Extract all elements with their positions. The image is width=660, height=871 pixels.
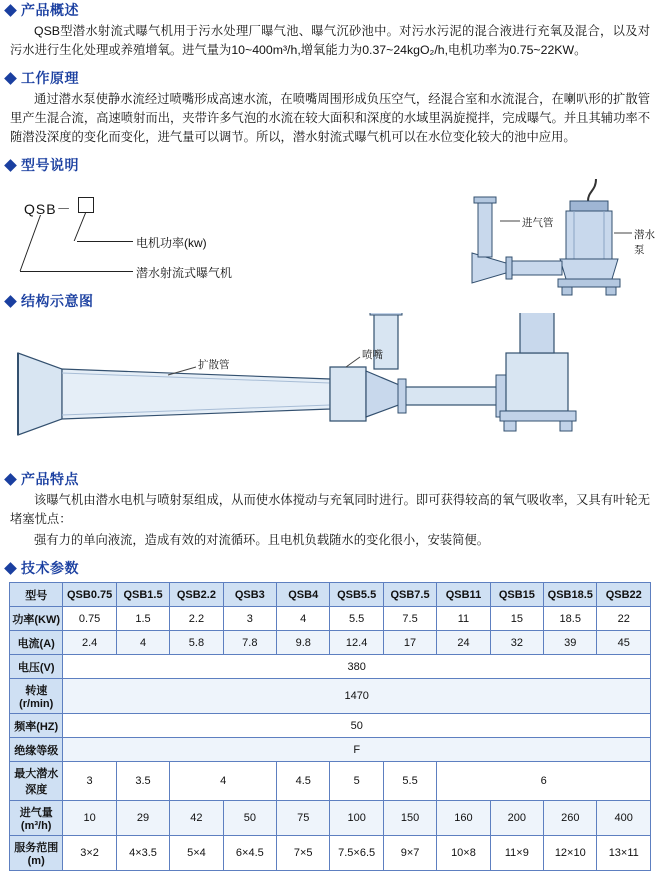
row-label: 进气量(m³/h) — [10, 801, 63, 836]
table-row — [10, 607, 651, 631]
table-cell: 3 — [63, 762, 116, 801]
column-header: QSB22 — [597, 583, 651, 607]
structure-svg — [0, 313, 652, 463]
table-cell: 75 — [277, 801, 330, 836]
column-header-model: 型号 — [10, 583, 63, 607]
row-label: 电流(A) — [10, 631, 63, 655]
label-pump: 潜水泵 — [634, 229, 655, 257]
table-cell: 12.4 — [330, 631, 383, 655]
table-row — [10, 801, 651, 836]
table-row — [10, 631, 651, 655]
table-cell: 12×10 — [544, 836, 597, 871]
table-cell: 1.5 — [116, 607, 169, 631]
column-header: QSB1.5 — [116, 583, 169, 607]
principle-paragraph: 通过潜水泵使静水流经过喷嘴形成高速水流，在喷嘴周围形成负压空气，经混合室和水流混合，在喇叭形的扩散管里产生混合流，高速喷射而出，夹带许多气泡的水流在较大面积和深度的水域里涡旋搅拌，完成曝气。并且其辅功率不随潜没深度的变化而变化，进气量可以调节。所以，潜水射流式曝气机可以在水位变化较大的池中应用。 — [10, 92, 650, 145]
table-cell: 4 — [170, 762, 277, 801]
overview-paragraph: QSB型潜水射流式曝气机用于污水处理厂曝气池、曝气沉砂池中。对污水污泥的混合液进行充氧及混合，以及对污水进行生化处理或养殖增氧。进气量为10~400m³/h,增氧能力为0.37~24kgO₂/h,电机功率为0.75~22KW。 — [10, 24, 650, 58]
column-header: QSB4 — [277, 583, 330, 607]
model-code-diagram — [0, 179, 660, 297]
table-cell: 3×2 — [63, 836, 116, 871]
table-cell: 4×3.5 — [116, 836, 169, 871]
table-cell: 380 — [63, 655, 651, 679]
table-cell: 18.5 — [544, 607, 597, 631]
column-header: QSB15 — [490, 583, 543, 607]
table-cell: 11×9 — [490, 836, 543, 871]
table-header-row — [10, 583, 651, 607]
section-header-model — [6, 155, 660, 175]
submersible-pump-illustration — [360, 175, 660, 305]
table-cell: 5.5 — [383, 762, 436, 801]
diamond-bullet-icon — [4, 159, 17, 172]
table-cell: 22 — [597, 607, 651, 631]
section-title: 型号说明 — [21, 157, 79, 174]
table-cell: 9×7 — [383, 836, 436, 871]
diamond-bullet-icon — [4, 473, 17, 486]
table-cell: 150 — [383, 801, 436, 836]
table-cell: 11 — [437, 607, 490, 631]
table-cell: 29 — [116, 801, 169, 836]
table-cell: 50 — [63, 714, 651, 738]
table-cell: 17 — [383, 631, 436, 655]
column-header: QSB0.75 — [63, 583, 116, 607]
table-cell: 32 — [490, 631, 543, 655]
column-header: QSB18.5 — [544, 583, 597, 607]
leader-line-long — [20, 215, 41, 271]
table-cell: 0.75 — [63, 607, 116, 631]
row-label: 电压(V) — [10, 655, 63, 679]
diamond-bullet-icon — [4, 4, 17, 17]
table-cell: 1470 — [63, 679, 651, 714]
row-label: 绝缘等级 — [10, 738, 63, 762]
pump-svg — [360, 175, 660, 305]
section-header-principle — [6, 68, 660, 88]
section-title: 产品概述 — [21, 2, 79, 18]
table-row — [10, 714, 651, 738]
table-cell: 4 — [116, 631, 169, 655]
spec-table — [9, 582, 651, 871]
table-row — [10, 655, 651, 679]
column-header: QSB5.5 — [330, 583, 383, 607]
leader-line-horizontal-1 — [77, 241, 133, 242]
column-header: QSB2.2 — [170, 583, 223, 607]
row-label: 功率(KW) — [10, 607, 63, 631]
label-diffuser: 扩散管 — [198, 359, 230, 372]
table-cell: 45 — [597, 631, 651, 655]
table-cell: 160 — [437, 801, 490, 836]
table-cell: 400 — [597, 801, 651, 836]
table-cell: F — [63, 738, 651, 762]
table-row — [10, 679, 651, 714]
diamond-bullet-icon — [4, 562, 17, 575]
spec-table-head — [10, 583, 651, 607]
structure-diagram — [0, 313, 660, 463]
table-cell: 6×4.5 — [223, 836, 276, 871]
label-air-pipe: 进气管 — [522, 217, 554, 230]
table-cell: 200 — [490, 801, 543, 836]
table-cell: 9.8 — [277, 631, 330, 655]
section-header-overview — [6, 0, 660, 20]
model-lead-label-name: 潜水射流式曝气机 — [136, 266, 233, 281]
column-header: QSB3 — [223, 583, 276, 607]
label-nozzle: 喷嘴 — [362, 349, 383, 362]
table-cell: 5 — [330, 762, 383, 801]
diamond-bullet-icon — [4, 72, 17, 85]
table-cell: 15 — [490, 607, 543, 631]
model-code-text: QSB－ — [24, 201, 72, 218]
features-paragraph-2: 强有力的单向液流，造成有效的对流循环。且电机负载随水的变化很小，安装简便。 — [34, 533, 489, 548]
section-title: 结构示意图 — [21, 293, 94, 310]
table-cell: 3 — [223, 607, 276, 631]
table-cell: 10×8 — [437, 836, 490, 871]
table-cell: 2.2 — [170, 607, 223, 631]
table-cell: 24 — [437, 631, 490, 655]
table-row — [10, 738, 651, 762]
table-cell: 39 — [544, 631, 597, 655]
table-cell: 13×11 — [597, 836, 651, 871]
spec-table-body — [10, 607, 651, 871]
table-cell: 7.8 — [223, 631, 276, 655]
table-cell: 4 — [277, 607, 330, 631]
table-cell: 100 — [330, 801, 383, 836]
table-cell: 5.5 — [330, 607, 383, 631]
column-header: QSB7.5 — [383, 583, 436, 607]
table-cell: 50 — [223, 801, 276, 836]
table-cell: 4.5 — [277, 762, 330, 801]
table-cell: 7.5×6.5 — [330, 836, 383, 871]
table-cell: 6 — [437, 762, 651, 801]
model-lead-label-power: 电机功率(kw) — [136, 236, 207, 251]
table-cell: 5.8 — [170, 631, 223, 655]
section-title: 技术参数 — [21, 560, 79, 577]
section-title: 产品特点 — [21, 471, 79, 488]
section-header-specs — [6, 558, 660, 578]
section-title: 工作原理 — [21, 70, 79, 87]
leader-line-short — [74, 213, 86, 241]
model-code-blank-box — [78, 197, 94, 213]
section-header-features — [6, 469, 660, 489]
features-paragraph-1: 该曝气机由潜水电机与喷射泵组成，从而使水体搅动与充氧同时进行。即可获得较高的氧气吸收率，又具有叶轮无堵塞忧点： — [10, 493, 650, 527]
table-row — [10, 836, 651, 871]
table-cell: 42 — [170, 801, 223, 836]
leader-line-horizontal-2 — [20, 271, 133, 272]
table-cell: 5×4 — [170, 836, 223, 871]
row-label: 转速(r/min) — [10, 679, 63, 714]
table-cell: 2.4 — [63, 631, 116, 655]
column-header: QSB11 — [437, 583, 490, 607]
table-cell: 3.5 — [116, 762, 169, 801]
table-cell: 10 — [63, 801, 116, 836]
row-label: 最大潜水深度 — [10, 762, 63, 801]
table-cell: 7.5 — [383, 607, 436, 631]
row-label: 频率(HZ) — [10, 714, 63, 738]
table-cell: 260 — [544, 801, 597, 836]
row-label: 服务范围(m) — [10, 836, 63, 871]
table-cell: 7×5 — [277, 836, 330, 871]
table-row — [10, 762, 651, 801]
